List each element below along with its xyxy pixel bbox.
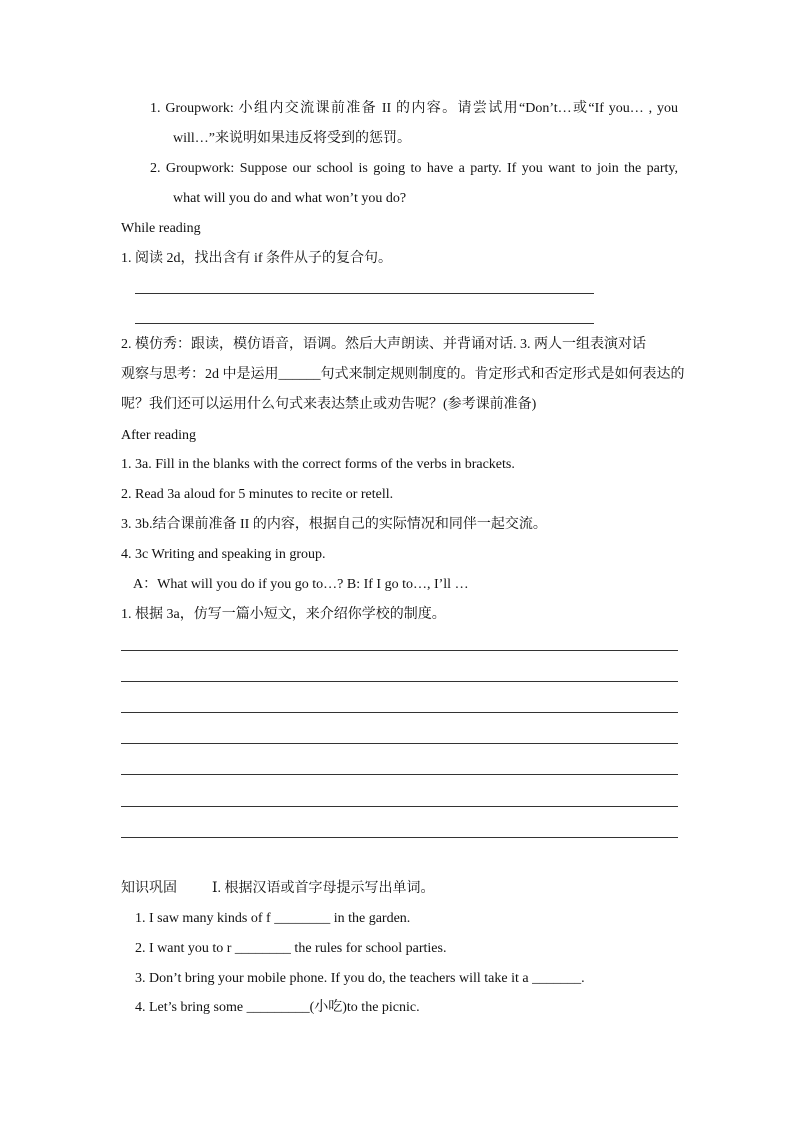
question-4: 4. Let’s bring some _________(小吃)to the picnic. <box>135 1000 420 1015</box>
after-reading-task2: 2. Read 3a aloud for 5 minutes to recite or retell. <box>121 487 394 502</box>
after-reading-task4: 4. 3c Writing and speaking in group. <box>121 547 326 562</box>
while-reading-heading: While reading <box>121 221 201 236</box>
observe-line1: 观察与思考：2d 中是运用______句式来制定规则制度的。肯定形式和否定形式是如何表达的 <box>121 367 685 382</box>
pre-item2-line2: what will you do and what won’t you do? <box>173 191 407 206</box>
writing-task: 1. 根据 3a，仿写一篇小短文，来介绍你学校的制度。 <box>121 607 446 622</box>
pre-item2-line1: 2. Groupwork: Suppose our school is going to have a party. If you want to join the party, <box>150 161 678 176</box>
question-3: 3. Don’t bring your mobile phone. If you do, the teachers will take it a _______. <box>135 971 585 986</box>
writing-line <box>121 806 678 807</box>
writing-line <box>121 837 678 838</box>
question-2: 2. I want you to r ________ the rules for school parties. <box>135 941 447 956</box>
writing-line <box>121 774 678 775</box>
after-reading-task1: 1. 3a. Fill in the blanks with the correct forms of the verbs in brackets. <box>121 457 515 472</box>
answer-line <box>135 293 594 294</box>
answer-line <box>135 323 594 324</box>
pre-item1-line1: 1. Groupwork: 小组内交流课前准备 II 的内容。请尝试用“Don’t…或“If you… , you <box>150 101 678 116</box>
question-1: 1. I saw many kinds of f ________ in the garden. <box>135 911 411 926</box>
while-reading-task2: 2. 模仿秀：跟读，模仿语音，语调。然后大声朗读、并背诵对话. 3. 两人一组表演对话 <box>121 337 646 352</box>
writing-line <box>121 650 678 651</box>
writing-line <box>121 681 678 682</box>
while-reading-task1: 1. 阅读 2d，找出含有 if 条件从子的复合句。 <box>121 251 393 266</box>
consolidation-instruction: Ⅰ. 根据汉语或首字母提示写出单词。 <box>212 881 435 896</box>
after-reading-task3: 3. 3b.结合课前准备 II 的内容，根据自己的实际情况和同伴一起交流。 <box>121 517 547 532</box>
pre-item1-line2: will…”来说明如果违反将受到的惩罚。 <box>173 131 411 146</box>
after-reading-heading: After reading <box>121 428 197 443</box>
writing-line <box>121 743 678 744</box>
consolidation-heading: 知识巩固 <box>121 881 177 896</box>
writing-line <box>121 712 678 713</box>
dialogue-prompt: A：What will you do if you go to…? B: If I go to…, I’ll … <box>133 577 469 592</box>
observe-line2: 呢？我们还可以运用什么句式来表达禁止或劝告呢？(参考课前准备) <box>121 397 537 412</box>
